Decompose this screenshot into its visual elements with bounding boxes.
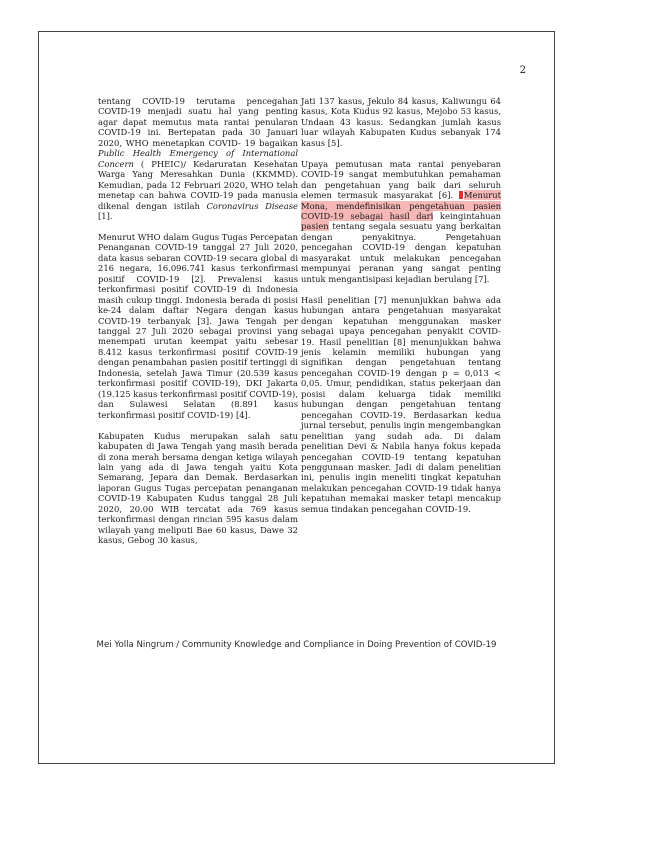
paragraph: Menurut WHO dalam Gugus Tugas Percepatan Penanganan COVID-19 tanggal 27 Juli 2020, data kasus sebaran COVID-19 secara global di 216 negara, 16.096.741 kasus terkonfirmasi positif COVID-19 [2]. Prevalensi kasus terkonfirmasi positif COVID-19 di Indonesia masih cukup tinggi. Indonesia berada di posisi ke-24 dalam daftar Negara dengan kasus COVID-19 terbanyak [3]. Jawa Tengah per tanggal 27 Juli 2020 sebagai provinsi yang menempati urutan keempat yaitu sebesar 8.412 kasus terkonfirmasi positif COVID-19 dengan penambahan pasien positif tertinggi di Indonesia, setelah Jawa Timur (20.539 kasus terkonfirmasi positif COVID-19), DKI Jakarta (19.125 kasus terkonfirmasi positif COVID-19), dan Sulawesi Selatan (8.891 kasus terkonfirmasi positif COVID-19) [4]. <box>98 231 298 420</box>
paragraph: Hasil penelitian [7] menunjukkan bahwa ada hubungan antara pengetahuan masyarakat dengan kepatuhan menggunakan masker sebagai upaya pencegahan penyakit COVID-19. Hasil penelitian [8] menunjukkan bahwa jenis kelamin memiliki hubungan yang signifikan dengan pengetahuan tentang pencegahan COVID-19 dengan p = 0,013 < 0,05. Umur, pendidikan, status pekerjaan dan posisi dalam keluarga tidak memiliki hubungan dengan pengetahuan tentang pencegahan COVID-19. Berdasarkan kedua jurnal tersebut, penulis ingin mengembangkan penelitian yang sudah ada. Di dalam penelitian Devi & Nabila hanya fokus kepada pencegahan COVID-19 tentang kepatuhan penggunaan masker. Jadi di dalam penelitian ini, penulis ingin meneliti tingkat kepatuhan melakukan pencegahan COVID-19 tidak hanya kepatuhan memakai masker tetapi mencakup semua tindakan pencegahan COVID-19. <box>301 294 501 514</box>
page-footer: Mei Yolla Ningrum / Community Knowledge and Compliance in Doing Prevention of COVID-19 <box>96 640 497 650</box>
paragraph: tentang COVID-19 terutama pencegahan COVID-19 menjadi suatu hal yang penting agar dapat memutus mata rantai penularan COVID-19 ini. Bertepatan pada 30 Januari 2020, WHO menetapkan COVID- 19 bagaikan Public Health Emergency of International Concern ( PHEIC)/ Kedaruratan Kesehatan Warga Yang Meresahkan Dunia (KKMMD). Kemudian, pada 12 Februari 2020, WHO telah menetap can bahwa COVID-19 pada manusia dikenal dengan istilah Coronavirus Disease [1]. <box>98 96 299 221</box>
paragraph: Jati 137 kasus, Jekulo 84 kasus, Kaliwungu 64 kasus, Kota Kudus 92 kasus, Mejobo 53 kasus, Undaan 43 kasus. Sedangkan jumlah kasus luar wilayah Kabupaten Kudus sebanyak 174 kasus [5]. <box>301 96 501 148</box>
document-page <box>38 31 555 764</box>
highlighted-text[interactable]: pasien <box>301 221 329 232</box>
paragraph: Upaya pemutusan mata rantai penyebaran COVID-19 sangat membutuhkan pemahaman dan pengetahuan yang baik dari seluruh elemen termasuk masyarakat [6]. Menurut Mona, mendefinisikan pengetahuan pasien COVID-19 sebagai hasil dari keingintahuan pasien tentang segala sesuatu yang berkaitan dengan penyakitnya. Pengetahuan pencegahan COVID-19 dengan kepatuhan masyarakat untuk melakukan pencegahan mempunyai peranan yang sangat penting untuk mengantisipasi kejadian berulang [7]. <box>301 158 502 284</box>
paragraph: Kabupaten Kudus merupakan salah satu kabupaten di Jawa Tengah yang masih berada di zona merah bersama dengan ketiga wilayah lain yang ada di Jawa tengah yaitu Kota Semarang, Jepara dan Demak. Berdasarkan laporan Gugus Tugas percepatan penanganan COVID-19 Kabupaten Kudus tanggal 28 Juli 2020, 20.00 WIB tercatat ada 769 kasus terkonfirmasi dengan rincian 595 kasus dalam wilayah yang meliputi Bae 60 kasus, Dawe 32 kasus, Gebog 30 kasus, <box>98 430 298 546</box>
page-number: 2 <box>519 65 526 76</box>
annotation-marker-icon[interactable] <box>459 191 463 199</box>
highlighted-text[interactable]: Menurut Mona, mendefinisikan pengetahuan pasien COVID-19 sebagai hasil dari <box>301 190 501 222</box>
left-column <box>98 96 298 556</box>
right-column <box>301 96 501 525</box>
